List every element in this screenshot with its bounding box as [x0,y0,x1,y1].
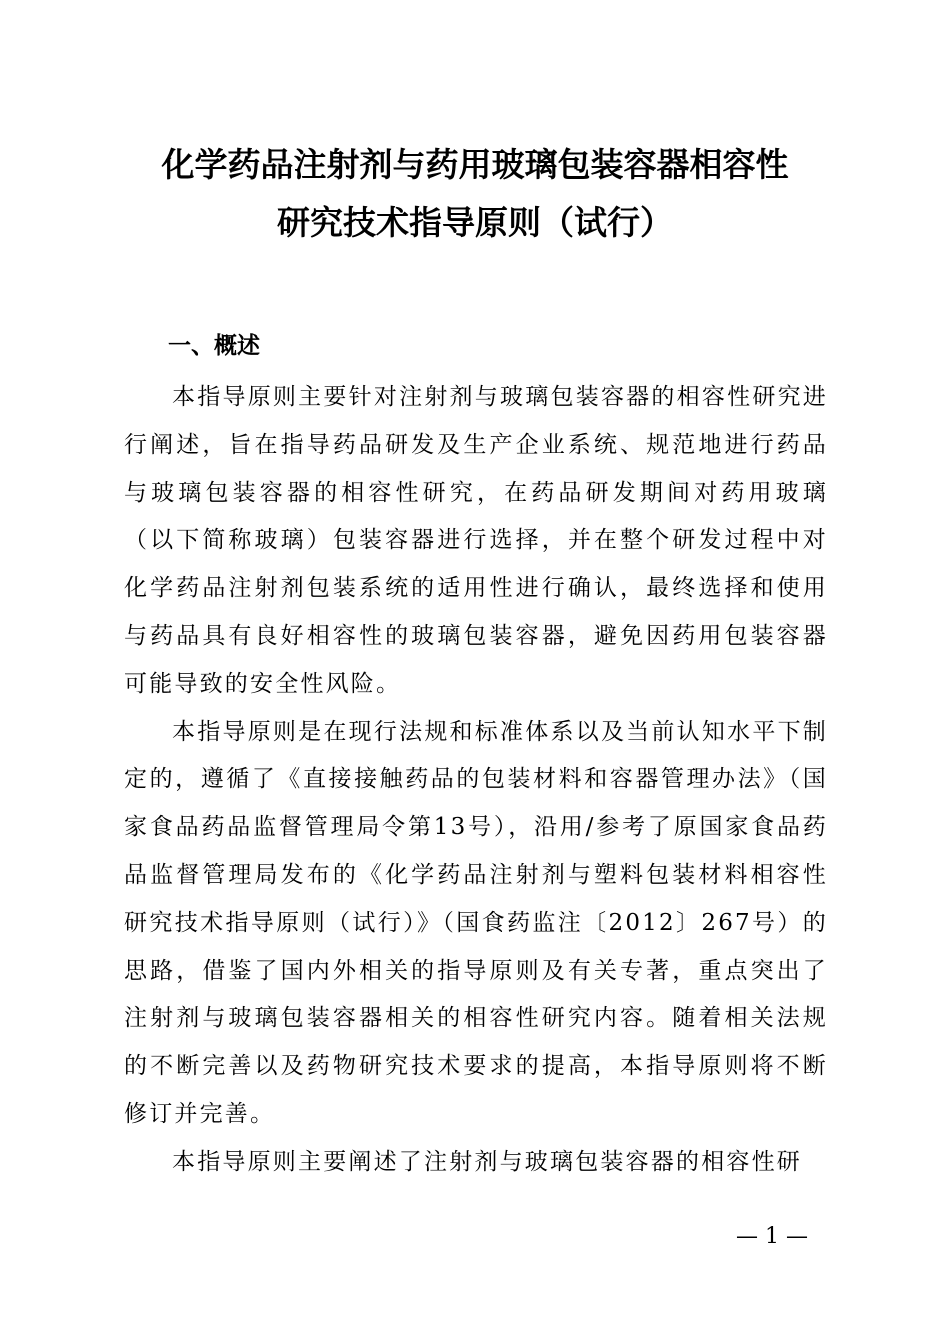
section-heading-overview: 一、概述 [168,333,260,359]
title-line-1: 化学药品注射剂与药用玻璃包装容器相容性 [161,145,789,184]
paragraph-1: 本指导原则主要针对注射剂与玻璃包装容器的相容性研究进行阐述，旨在指导药品研发及生产企业系统、规范地进行药品与玻璃包装容器的相容性研究，在药品研发期间对药用玻璃（以下简称玻璃）包装容器进行选择，并在整个研发过程中对化学药品注射剂包装系统的适用性进行确认，最终选择和使用与药品具有良好相容性的玻璃包装容器，避免因药用包装容器可能导致的安全性风险。 [124,384,828,697]
paragraph-2: 本指导原则是在现行法规和标准体系以及当前认知水平下制定的，遵循了《直接接触药品的包装材料和容器管理办法》（国家食品药品监督管理局令第13号），沿用/参考了原国家食品药品监督管理局发布的《化学药品注射剂与塑料包装材料相容性研究技术指导原则（试行）》（国食药监注〔2012〕267号）的思路，借鉴了国内外相关的指导原则及有关专著，重点突出了注射剂与玻璃包装容器相关的相容性研究内容。随着相关法规的不断完善以及药物研究技术要求的提高，本指导原则将不断修订并完善。 [124,718,828,1127]
body-text [124,374,828,1187]
page-number: — 1 — [736,1224,808,1249]
paragraph-3: 本指导原则主要阐述了注射剂与玻璃包装容器的相容性研 [172,1148,802,1175]
title-line-2: 研究技术指导原则（试行） [277,203,673,242]
document-title [80,136,870,252]
